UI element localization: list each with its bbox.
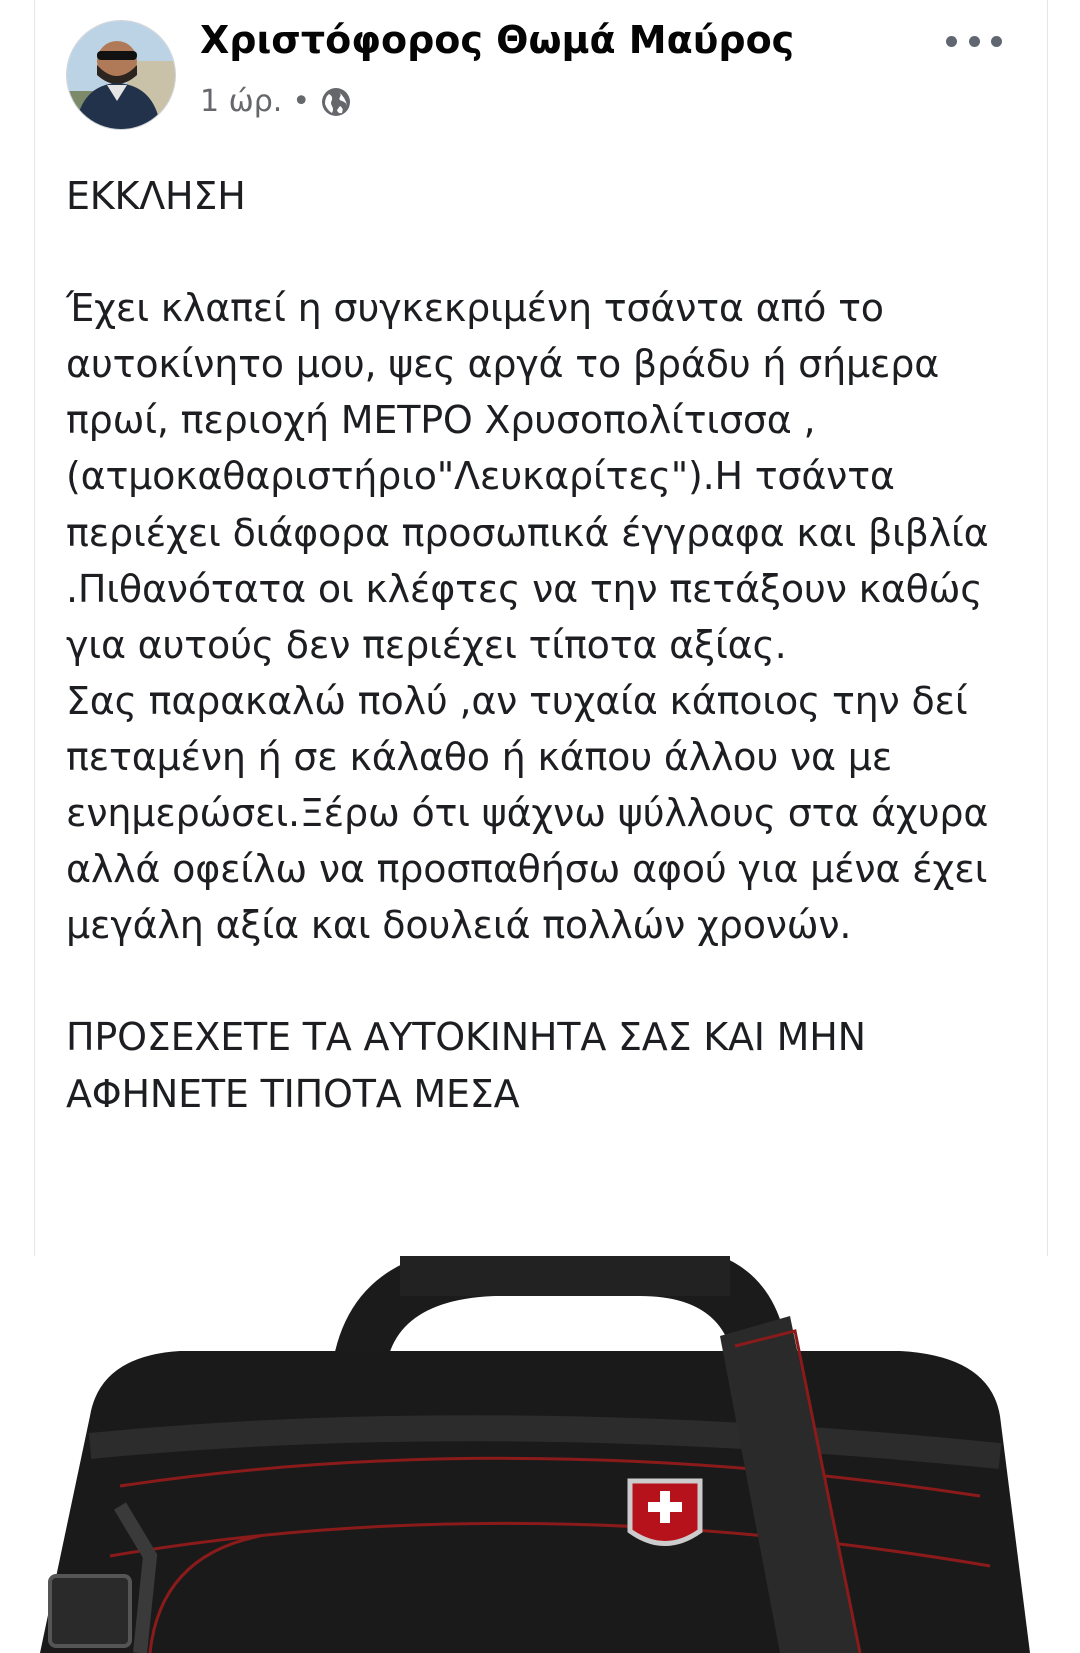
post-meta (200, 84, 352, 119)
bag-image (0, 1256, 1080, 1653)
author-name[interactable]: Χριστόφορος Θωμά Μαύρος (200, 18, 795, 62)
post-text: ΕΚΚΛΗΣΗ Έχει κλαπεί η συγκεκριμένη τσάντα από το αυτοκίνητο μου, ψες αργά το βράδυ ή σήμερα πρωί, περιοχή ΜΕΤΡΟ Χρυσοπολίτισσα , (ατμοκαθαριστήριο"Λευκαρίτες").Η τσάντα περιέχει διάφορα προσωπικά έγγραφα και βιβλία .Πιθανότατα οι κλέφτες να την πετάξουν καθώς για αυτούς δεν περιέχει τίποτα αξίας. Σας παρακαλώ πολύ ,αν τυχαία κάποιος την δεί πεταμένη ή σε κάλαθο ή κάπου άλλου να με ενημερώσει.Ξέρω ότι ψάχνω ψύλλους στα άχυρα αλλά οφείλω να προσπαθήσω αφού για μένα έχει μεγάλη αξία και δουλειά πολλών χρονών. ΠΡΟΣΕΧΕΤΕ ΤΑ ΑΥΤΟΚΙΝΗΤΑ ΣΑΣ ΚΑΙ ΜΗΝ ΑΦΗΝΕΤΕ ΤΙΠΟΤΑ ΜΕΣΑ (66, 174, 989, 1116)
meta-separator: • (292, 84, 311, 119)
post-time[interactable]: 1 ώρ. (200, 84, 283, 119)
globe-icon (320, 86, 352, 118)
post-photo[interactable] (0, 1256, 1080, 1653)
more-options-icon[interactable] (946, 26, 1002, 56)
author-avatar[interactable] (66, 20, 176, 130)
avatar-photo (67, 21, 175, 129)
